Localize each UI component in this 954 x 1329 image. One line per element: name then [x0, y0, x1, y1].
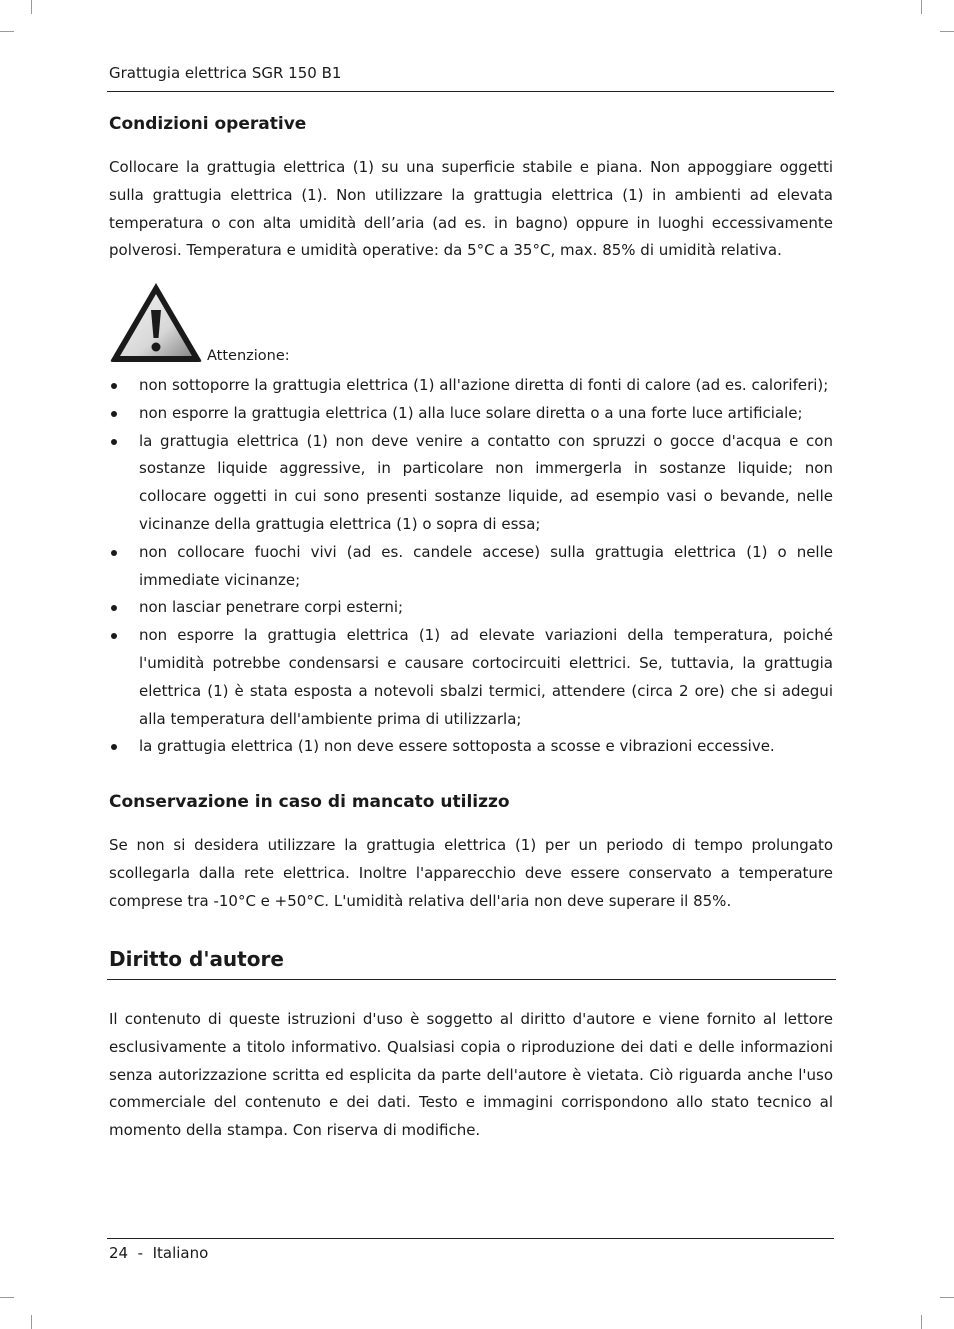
- list-item-text: non sottoporre la grattugia elettrica (1) all'azione diretta di fonti di calore (ad es. caloriferi);: [139, 376, 829, 394]
- warning-label: Attenzione:: [207, 348, 290, 364]
- list-item: [109, 539, 833, 595]
- footer-rule: [107, 1238, 834, 1239]
- crop-mark: [921, 0, 922, 14]
- crop-mark: [940, 1297, 954, 1298]
- bullet-icon: [111, 744, 117, 750]
- warning-triangle-icon: [108, 280, 204, 364]
- bullet-icon: [111, 633, 117, 639]
- list-item: [109, 733, 833, 761]
- list-item-text: non collocare fuochi vivi (ad es. candele accese) sulla grattugia elettrica (1) o nelle immediate vicinanze;: [139, 542, 833, 589]
- bullet-icon: [111, 411, 117, 417]
- list-item: [109, 372, 833, 400]
- list-item: [109, 400, 833, 428]
- header-rule: [107, 91, 834, 92]
- list-item: [109, 622, 833, 733]
- running-header: Grattugia elettrica SGR 150 B1: [109, 64, 342, 82]
- section-heading-storage: Conservazione in caso di mancato utilizzo: [109, 792, 510, 812]
- crop-mark: [0, 31, 14, 32]
- crop-mark: [31, 1315, 32, 1329]
- paragraph-operating: Collocare la grattugia elettrica (1) su una superficie stabile e piana. Non appoggiare oggetti sulla grattugia elettrica (1). Non utilizzare la grattugia elettrica (1) in ambienti ad elevata temperatura o con alta umidità dell’aria (ad es. in bagno) oppure in luoghi eccessivamente polverosi. Temperatura e umidità operative: da 5°C a 35°C, max. 85% di umidità relativa.: [109, 158, 833, 260]
- page-number: 24 - Italiano: [109, 1244, 209, 1262]
- list-item-text: la grattugia elettrica (1) non deve venire a contatto con spruzzi o gocce d'acqua e con sostanze liquide aggressive, in particolare non immergerla in sostanze liquide; non collocare oggetti in cui sono presenti sostanze liquide, ad esempio vasi o bevande, nelle vicinanze della grattugia elettrica (1) o sopra di essa;: [139, 431, 833, 533]
- bullet-icon: [111, 383, 117, 389]
- list-item: [109, 594, 833, 622]
- list-item-text: non lasciar penetrare corpi esterni;: [139, 598, 404, 617]
- crop-mark: [0, 1297, 14, 1298]
- list-item-text: la grattugia elettrica (1) non deve essere sottoposta a scosse e vibrazioni eccessive.: [139, 737, 775, 756]
- section-rule: [107, 979, 836, 980]
- bullet-icon: [111, 605, 117, 611]
- crop-mark: [31, 0, 32, 14]
- bullet-icon: [111, 550, 117, 556]
- list-item-text: non esporre la grattugia elettrica (1) alla luce solare diretta o a una forte luce artificiale;: [139, 403, 803, 422]
- bullet-icon: [111, 439, 117, 445]
- warning-list: [109, 372, 833, 761]
- list-item-text: non esporre la grattugia elettrica (1) ad elevate variazioni della temperatura, poiché l'umidità potrebbe condensarsi e causare cortocircuiti elettrici. Se, tuttavia, la grattugia elettrica (1) è stata esposta a notevoli sbalzi termici, attendere (circa 2 ore) che si adegui alla temperatura dell'ambiente prima di utilizzarla;: [139, 626, 833, 728]
- crop-mark: [940, 31, 954, 32]
- section-heading-copyright: Diritto d'autore: [109, 947, 284, 971]
- crop-mark: [921, 1315, 922, 1329]
- list-item: [109, 428, 833, 539]
- section-heading-operating: Condizioni operative: [109, 114, 307, 134]
- paragraph-storage: Se non si desidera utilizzare la grattugia elettrica (1) per un periodo di tempo prolungato scollegarla dalla rete elettrica. Inoltre l'apparecchio deve essere conservato a temperature comprese tra -10°C e +50°C. L'umidità relativa dell'aria non deve superare il 85%.: [109, 836, 833, 910]
- paragraph-copyright: Il contenuto di queste istruzioni d'uso è soggetto al diritto d'autore e viene fornito al lettore esclusivamente a titolo informativo. Qualsiasi copia o riproduzione dei dati e delle informazioni senza autorizzazione scritta ed esplicita da parte dell'autore è vietata. Ciò riguarda anche l'uso commerciale del contenuto e dei dati. Testo e immagini corrispondono allo stato tecnico al momento della stampa. Con riserva di modifiche.: [109, 1010, 833, 1140]
